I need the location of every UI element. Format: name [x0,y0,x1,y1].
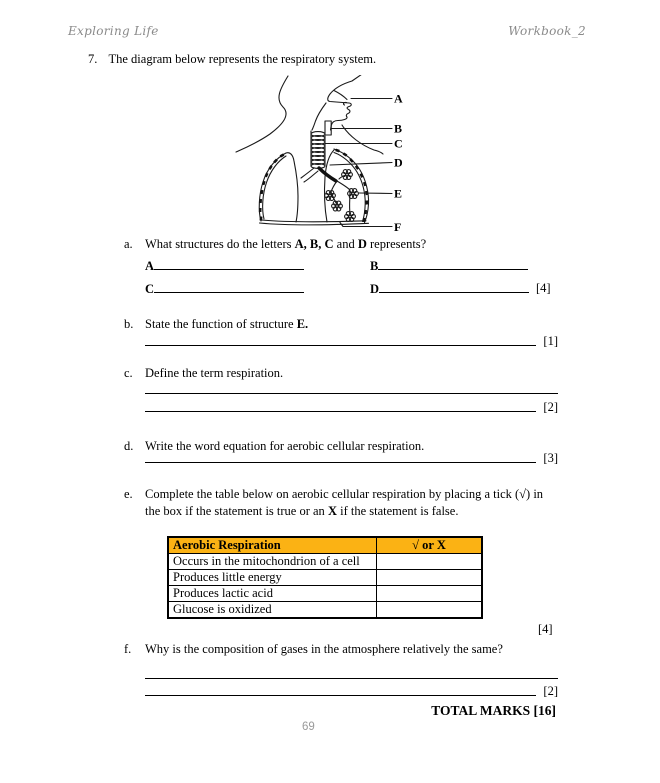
diagram-label-c: C [394,136,403,151]
answer-line-a [154,257,304,270]
text-segment: E. [296,317,309,331]
question-e-text [145,486,560,519]
table-header-statement: Aerobic Respiration [168,537,377,554]
text-segment: What structures do the letters [145,237,295,251]
statement-cell: Glucose is oxidized [168,602,377,619]
diagram-label-d: D [394,155,403,170]
question-a-answers-row1 [145,257,556,274]
question-a-answers-row2 [145,280,556,297]
table-row [168,586,482,602]
question-number: 7. [88,52,98,66]
question-f-text [145,642,503,656]
answer-line-c [154,280,304,293]
answer-letter-c: C [145,282,155,296]
tick-cell [377,570,483,586]
header-right-text: Workbook_2 [508,24,586,38]
text-segment: A, B, C [294,237,334,251]
question-b-label: b. [124,317,134,331]
left-bronchus [301,168,318,182]
question-a-label: a. [124,237,133,251]
question-d-label: d. [124,439,134,453]
answer-letter-a: A [145,259,155,273]
tick-cell [377,586,483,602]
answer-line-d [379,280,529,293]
question-intro [88,52,376,67]
tick-cell [377,554,483,570]
question-e [124,486,560,519]
question-f-marks: [2] [543,684,558,698]
question-e-label: e. [124,487,133,501]
table-row [168,554,482,570]
text-segment: the box if the statement is true or an [145,503,328,518]
left-pleura-inner-line [263,156,286,219]
table-row [168,570,482,586]
diagram-label-b: B [394,121,403,136]
text-segment: Why is the composition of gases in the atmosphere relatively the same? [145,642,503,656]
tick-cell [377,602,483,619]
diagram-label-a: A [394,91,403,106]
statement-cell: Produces lactic acid [168,586,377,602]
question-d-marks: [3] [543,451,558,465]
text-segment: if the statement is false. [336,503,459,518]
answer-line [145,447,536,463]
question-b-answer [145,330,558,346]
respiratory-system-diagram [230,75,430,237]
answer-line [145,396,536,412]
answer-letter-d: D [370,282,380,296]
text-segment: Complete the table below on aerobic cellular respiration by placing a tick (√) in [145,487,544,501]
question-b-marks: [1] [543,334,558,348]
table-header-tick-column [377,537,483,554]
table-row [168,602,482,619]
question-c-answer [145,396,558,412]
text-segment: Define the term respiration. [145,366,284,380]
diagram-label-e: E [394,186,403,201]
label-line-d [330,163,392,166]
question-d-answer [145,447,558,463]
answer-line [145,330,536,346]
answer-line-b [378,257,528,270]
question-intro-text: The diagram below represents the respiratory system. [108,52,377,66]
statement-cell: Occurs in the mitochondrion of a cell [168,554,377,570]
answer-line [145,680,536,696]
question-f-answer [145,680,558,696]
statement-cell: Produces little energy [168,570,377,586]
diagram-label-f: F [394,220,402,234]
text-segment: and [333,237,358,251]
back-of-head-outline [236,76,288,152]
diaphragm-line [260,220,369,225]
answer-letter-b: B [370,259,379,273]
table-header-row [168,537,482,554]
question-f-label: f. [124,642,132,656]
question-a-text [145,237,426,251]
text-segment: State the function of structure [145,317,297,331]
text-segment: √ or [412,538,437,552]
question-a [124,237,426,252]
text-segment: X [436,538,446,552]
label-line-e [359,193,392,194]
text-segment: Write the word equation for aerobic cellular respiration. [145,439,425,453]
answer-line [145,662,558,679]
answer-line [145,377,558,394]
page-number: 69 [302,721,315,733]
pharynx-back [312,103,326,130]
header-left-text: Exploring Life [68,24,159,38]
question-e-marks: [4] [538,622,553,636]
question-c-label: c. [124,366,133,380]
trachea [311,131,325,168]
text-segment: X [327,503,337,518]
aerobic-respiration-table [167,536,483,619]
right-lung-medial-edge [325,150,334,222]
question-c-marks: [2] [543,400,558,414]
text-segment: D [357,237,367,251]
question-b-text [145,317,308,331]
question-a-marks: [4] [536,281,551,295]
neck-shoulder-outline [342,125,383,154]
right-bronchus [319,168,336,181]
question-f [124,642,503,657]
total-marks-label: TOTAL MARKS [16] [431,703,556,718]
text-segment: represents? [366,237,427,251]
